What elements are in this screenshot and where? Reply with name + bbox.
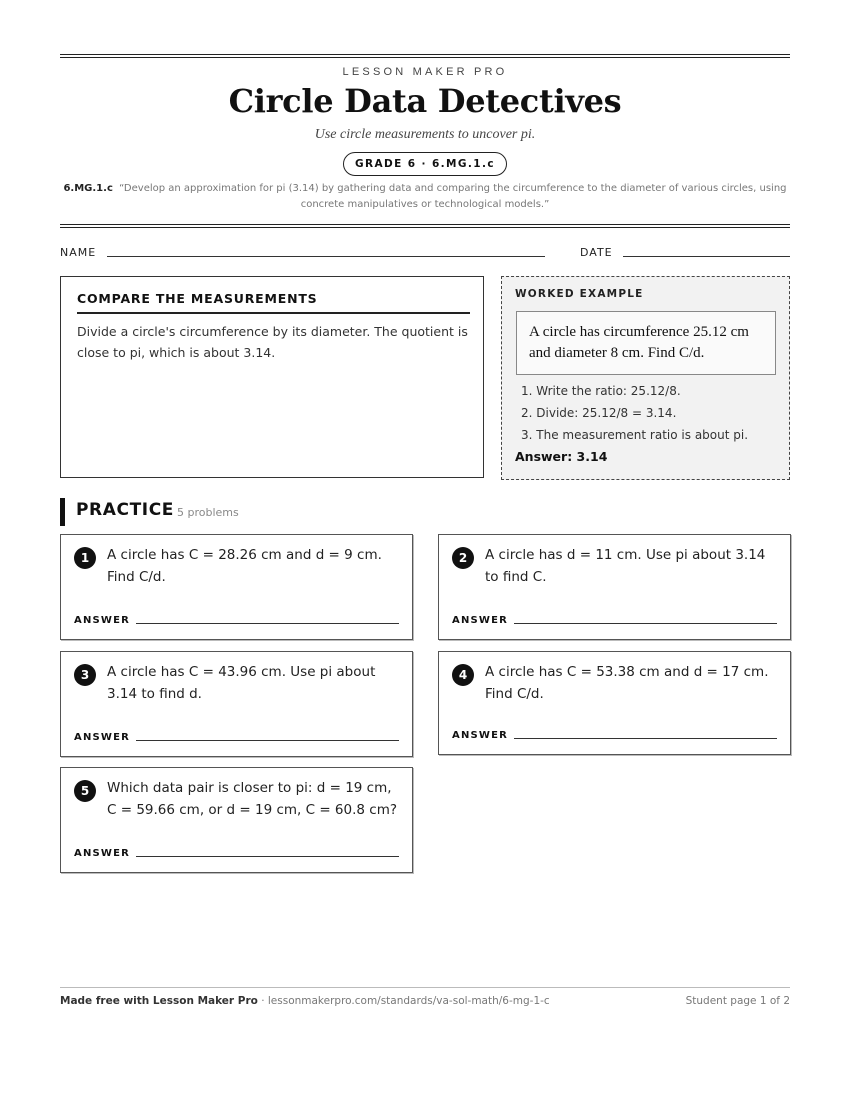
worksheet-page <box>60 0 790 1100</box>
answer-label: ANSWER <box>452 730 509 741</box>
footer-rule <box>60 987 790 988</box>
problem-text: Which data pair is closer to pi: d = 19 cm, C = 59.66 cm, or d = 19 cm, C = 60.8 cm? <box>107 780 398 818</box>
answer-field[interactable] <box>514 623 777 624</box>
answer-label: ANSWER <box>74 732 131 743</box>
problem-card-4 <box>438 651 791 755</box>
page-title: Circle Data Detectives <box>228 82 622 120</box>
problem-number-badge: 1 <box>74 547 96 569</box>
answer-label: ANSWER <box>452 615 509 626</box>
header-bottom-rule <box>60 224 790 228</box>
practice-accent-bar <box>60 498 65 526</box>
problem-card-2 <box>438 534 791 640</box>
answer-label: ANSWER <box>74 848 131 859</box>
footer-credit <box>60 995 550 1007</box>
standard-statement <box>60 181 790 213</box>
problem-card-5 <box>60 767 413 873</box>
name-field[interactable] <box>107 256 545 257</box>
footer-made-with: Made free with Lesson Maker Pro <box>60 995 258 1007</box>
answer-field[interactable] <box>136 623 399 624</box>
standard-text: “Develop an approximation for pi (3.14) by gathering data and comparing the circumference to the diameter of various circles, using concrete manipulatives or technological models.” <box>119 183 787 210</box>
concept-title: COMPARE THE MEASUREMENTS <box>77 291 470 314</box>
answer-label: ANSWER <box>74 615 131 626</box>
problem-text: A circle has d = 11 cm. Use pi about 3.14 to find C. <box>485 547 766 585</box>
name-label: NAME <box>60 246 97 259</box>
problem-text: A circle has C = 28.26 cm and d = 9 cm. Find C/d. <box>107 547 382 585</box>
worked-example-answer: Answer: 3.14 <box>515 449 608 464</box>
date-label: DATE <box>580 246 613 259</box>
problem-card-1 <box>60 534 413 640</box>
footer-page-label: Student page 1 of 2 <box>685 995 790 1007</box>
concept-box <box>60 276 484 478</box>
answer-field[interactable] <box>136 740 399 741</box>
problem-number-badge: 4 <box>452 664 474 686</box>
worked-example-step: 2. Divide: 25.12/8 = 3.14. <box>521 406 677 420</box>
answer-field[interactable] <box>136 856 399 857</box>
practice-count: 5 problems <box>177 506 239 519</box>
problem-card-3 <box>60 651 413 757</box>
worked-example-title: WORKED EXAMPLE <box>515 288 644 300</box>
practice-title: PRACTICE <box>76 500 174 520</box>
problem-number-badge: 5 <box>74 780 96 802</box>
concept-body: Divide a circle's circumference by its diameter. The quotient is close to pi, which is about 3.14. <box>77 324 468 360</box>
footer-url[interactable]: · lessonmakerpro.com/standards/va-sol-math/6-mg-1-c <box>257 995 550 1007</box>
problem-number-badge: 3 <box>74 664 96 686</box>
worked-example-steps <box>521 380 783 446</box>
page-subtitle: Use circle measurements to uncover pi. <box>314 127 536 142</box>
worked-example-prompt: A circle has circumference 25.12 cm and diameter 8 cm. Find C/d. <box>516 311 776 375</box>
header-top-rule <box>60 54 790 58</box>
answer-field[interactable] <box>514 738 777 739</box>
worked-example-box <box>501 276 790 480</box>
worked-example-step: 1. Write the ratio: 25.12/8. <box>521 384 681 398</box>
problem-text: A circle has C = 53.38 cm and d = 17 cm. Find C/d. <box>485 664 769 702</box>
grade-badge: GRADE 6 · 6.MG.1.c <box>343 152 507 176</box>
problem-text: A circle has C = 43.96 cm. Use pi about 3.14 to find d. <box>107 664 376 702</box>
date-field[interactable] <box>623 256 790 257</box>
problem-number-badge: 2 <box>452 547 474 569</box>
worked-example-step: 3. The measurement ratio is about pi. <box>521 428 749 442</box>
brand-label: LESSON MAKER PRO <box>342 66 508 78</box>
standard-code: 6.MG.1.c <box>63 183 113 194</box>
